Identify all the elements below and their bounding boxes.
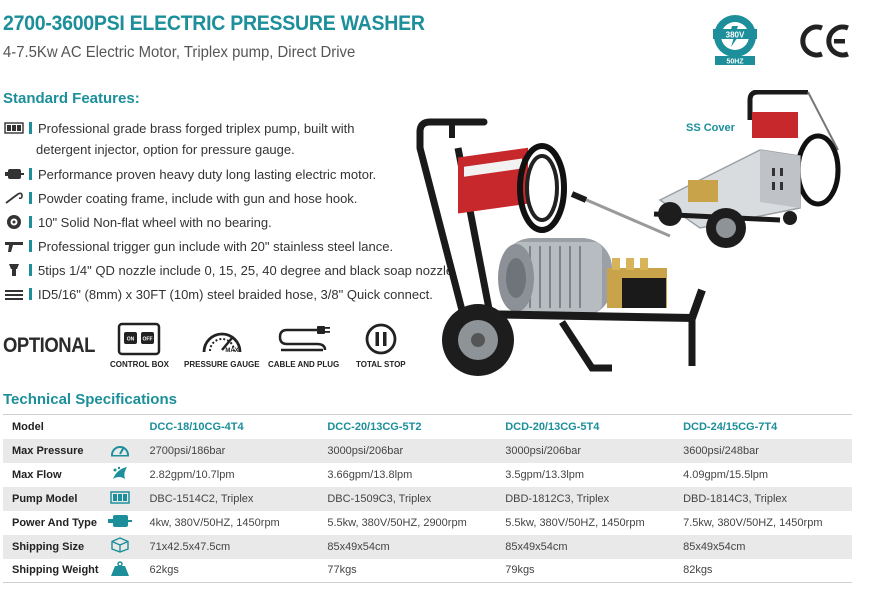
feature-bar <box>29 216 32 228</box>
optional-label: TOTAL STOP <box>356 360 406 369</box>
model-name: DCC-18/10CG-4T4 <box>140 415 318 439</box>
spec-value: 85x49x54cm <box>318 535 496 559</box>
model-name: DCC-20/13CG-5T2 <box>318 415 496 439</box>
optional-cable-plug <box>268 322 339 369</box>
table-row <box>3 487 852 511</box>
spec-value: DBC-1509C3, Triplex <box>318 487 496 511</box>
spec-value: 5.5kw, 380V/50HZ, 1450rpm <box>496 511 674 535</box>
optional-control-box <box>110 322 169 369</box>
weight-icon <box>99 559 141 583</box>
pump-model-icon <box>99 487 141 511</box>
spec-label: Max Pressure <box>3 439 99 463</box>
ss-cover-label: SS Cover <box>686 122 735 134</box>
pressure-gauge-icon <box>200 322 244 356</box>
table-row <box>3 463 852 487</box>
model-name: DCD-20/13CG-5T4 <box>496 415 674 439</box>
spec-value: 3000psi/206bar <box>318 439 496 463</box>
feature-wheel <box>3 212 272 232</box>
page-title: 2700-3600PSI ELECTRIC PRESSURE WASHER <box>3 12 425 35</box>
table-row <box>3 559 852 583</box>
feature-text: Professional grade brass forged triplex pump, built with <box>38 120 355 136</box>
spec-label: Pump Model <box>3 487 99 511</box>
gauge-max-text: MAX <box>225 348 239 354</box>
ce-mark-text: CE <box>800 22 802 23</box>
feature-hose <box>3 284 433 304</box>
table-row <box>3 511 852 535</box>
optional-title: OPTIONAL <box>3 334 95 357</box>
voltage-badge-top: 380V <box>725 30 745 40</box>
optional-total-stop <box>356 322 406 369</box>
tech-specs-table <box>3 414 852 583</box>
feature-text: ID5/16" (8mm) x 30FT (10m) steel braided hose, 3/8" Quick connect. <box>38 286 433 302</box>
flow-icon <box>99 463 141 487</box>
spec-value: 3.66gpm/13.8lpm <box>318 463 496 487</box>
motor-icon <box>3 166 25 182</box>
feature-text: 5tips 1/4" QD nozzle include 0, 15, 25, 40 degree and black soap nozzle. <box>38 262 457 278</box>
ss-cover-washer-image <box>640 90 848 252</box>
page-subtitle: 4-7.5Kw AC Electric Motor, Triplex pump, Direct Drive <box>3 44 356 61</box>
spec-label: Model <box>3 415 99 439</box>
spec-value: 2700psi/186bar <box>140 439 318 463</box>
optional-label: PRESSURE GAUGE <box>184 360 260 369</box>
spec-value: 71x42.5x47.5cm <box>140 535 318 559</box>
spec-value: 3000psi/206bar <box>496 439 674 463</box>
cable-plug-icon <box>277 322 331 356</box>
feature-text: 10" Solid Non-flat wheel with no bearing. <box>38 214 272 230</box>
spec-value: 7.5kw, 380V/50HZ, 1450rpm <box>674 511 852 535</box>
feature-text-continued: detergent injector, option for pressure gauge. <box>36 142 295 157</box>
spec-value: 62kgs <box>140 559 318 583</box>
spec-label: Max Flow <box>3 463 99 487</box>
pump-icon <box>3 120 25 136</box>
spec-value: 4kw, 380V/50HZ, 1450rpm <box>140 511 318 535</box>
optional-label: CONTROL BOX <box>110 360 169 369</box>
optional-label: CABLE AND PLUG <box>268 360 340 369</box>
feature-text: Professional trigger gun include with 20" stainless steel lance. <box>38 238 394 254</box>
optional-pressure-gauge <box>184 322 260 369</box>
spec-value: 4.09gpm/15.5lpm <box>674 463 852 487</box>
spec-value: 2.82gpm/10.7lpm <box>140 463 318 487</box>
feature-bar <box>29 168 32 180</box>
spec-value: 85x49x54cm <box>674 535 852 559</box>
power-motor-icon <box>99 511 141 535</box>
feature-bar <box>29 122 32 134</box>
spec-value: DBD-1814C3, Triplex <box>674 487 852 511</box>
feature-motor <box>3 164 376 184</box>
spec-value: 79kgs <box>496 559 674 583</box>
tech-specs-title: Technical Specifications <box>3 391 177 408</box>
feature-bar <box>29 240 32 252</box>
nozzle-icon <box>3 262 25 278</box>
feature-pump <box>3 118 355 138</box>
voltage-badge-icon <box>710 14 760 66</box>
control-box-off: OFF <box>142 336 153 343</box>
spec-value: 82kgs <box>674 559 852 583</box>
table-header-row <box>3 415 852 439</box>
spec-label: Power And Type <box>3 511 99 535</box>
total-stop-icon <box>359 322 403 356</box>
feature-frame <box>3 188 357 208</box>
feature-bar <box>29 264 32 276</box>
spec-label: Shipping Weight <box>3 559 99 583</box>
feature-gun <box>3 236 393 256</box>
control-box-on: ON <box>127 336 135 343</box>
control-box-icon <box>117 322 161 356</box>
trigger-gun-icon <box>3 238 25 254</box>
wheel-icon <box>3 214 25 230</box>
spec-value: 3.5gpm/13.3lpm <box>496 463 674 487</box>
spec-value: 77kgs <box>318 559 496 583</box>
spec-value: 5.5kw, 380V/50HZ, 2900rpm <box>318 511 496 535</box>
box-icon <box>99 535 141 559</box>
feature-bar <box>29 288 32 300</box>
feature-nozzle <box>3 260 457 280</box>
hose-icon <box>3 286 25 302</box>
spec-value: 3600psi/248bar <box>674 439 852 463</box>
voltage-badge-bottom: 50HZ <box>726 58 744 66</box>
table-row <box>3 439 852 463</box>
pressure-icon <box>99 439 141 463</box>
ce-mark-icon <box>800 22 852 60</box>
hook-icon <box>3 190 25 206</box>
feature-bar <box>29 192 32 204</box>
spec-value: DBC-1514C2, Triplex <box>140 487 318 511</box>
spec-value: DBD-1812C3, Triplex <box>496 487 674 511</box>
standard-features-title: Standard Features: <box>3 90 140 107</box>
feature-text: Powder coating frame, include with gun and hose hook. <box>38 190 358 206</box>
model-name: DCD-24/15CG-7T4 <box>674 415 852 439</box>
table-row <box>3 535 852 559</box>
spec-label: Shipping Size <box>3 535 99 559</box>
feature-text: Performance proven heavy duty long lasting electric motor. <box>38 166 377 182</box>
spec-value: 85x49x54cm <box>496 535 674 559</box>
